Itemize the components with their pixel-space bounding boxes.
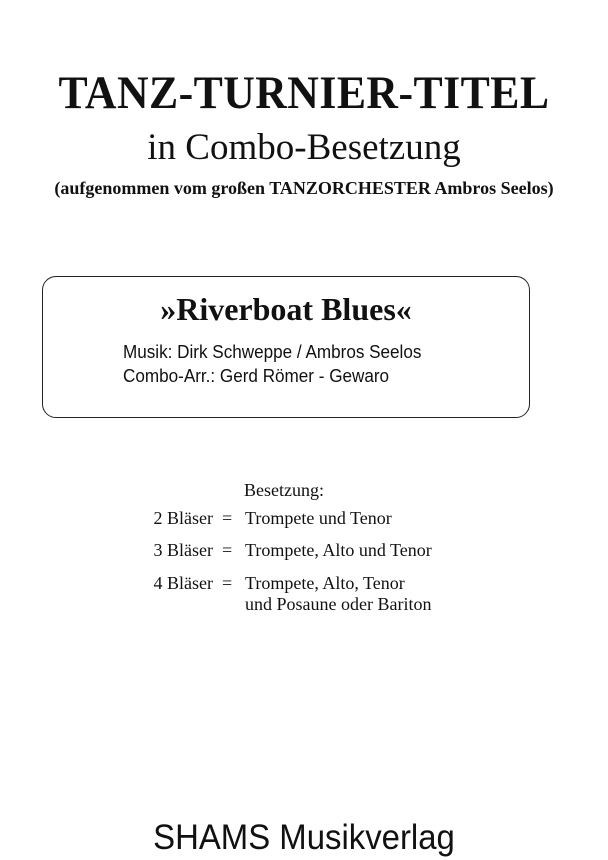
- subtitle: in Combo-Besetzung: [147, 127, 461, 168]
- scoring-instruments-line: Trompete, Alto, Tenor: [245, 573, 405, 593]
- scoring-instruments: [245, 508, 392, 529]
- scoring-count: 4 Bläser: [153, 573, 213, 593]
- scoring-instruments-line: Trompete, Alto und Tenor: [245, 540, 432, 560]
- scoring-heading: Besetzung:: [244, 480, 324, 500]
- song-title-box: [42, 276, 530, 418]
- scoring-equals: =: [222, 540, 233, 560]
- scoring-count: 3 Bläser: [153, 540, 213, 560]
- song-title: »Riverboat Blues«: [160, 291, 412, 327]
- scoring-instruments: [245, 540, 432, 561]
- main-title: TANZ-TURNIER-TITEL: [58, 67, 550, 119]
- scoring-instruments: [245, 573, 431, 615]
- scoring-instruments-line: Trompete und Tenor: [245, 508, 392, 528]
- scoring-instruments-line: und Posaune oder Bariton: [245, 594, 432, 614]
- scoring-equals: =: [222, 508, 233, 528]
- scoring-equals: =: [222, 573, 233, 593]
- recorded-note: (aufgenommen vom großen TANZORCHESTER Ambros Seelos): [54, 178, 554, 198]
- scoring-count: 2 Bläser: [153, 508, 213, 528]
- publisher-name: SHAMS Musikverlag: [153, 818, 455, 857]
- arrangement-credit: Combo-Arr.: Gerd Römer - Gewaro: [123, 366, 390, 386]
- music-credit: Musik: Dirk Schweppe / Ambros Seelos: [123, 342, 422, 362]
